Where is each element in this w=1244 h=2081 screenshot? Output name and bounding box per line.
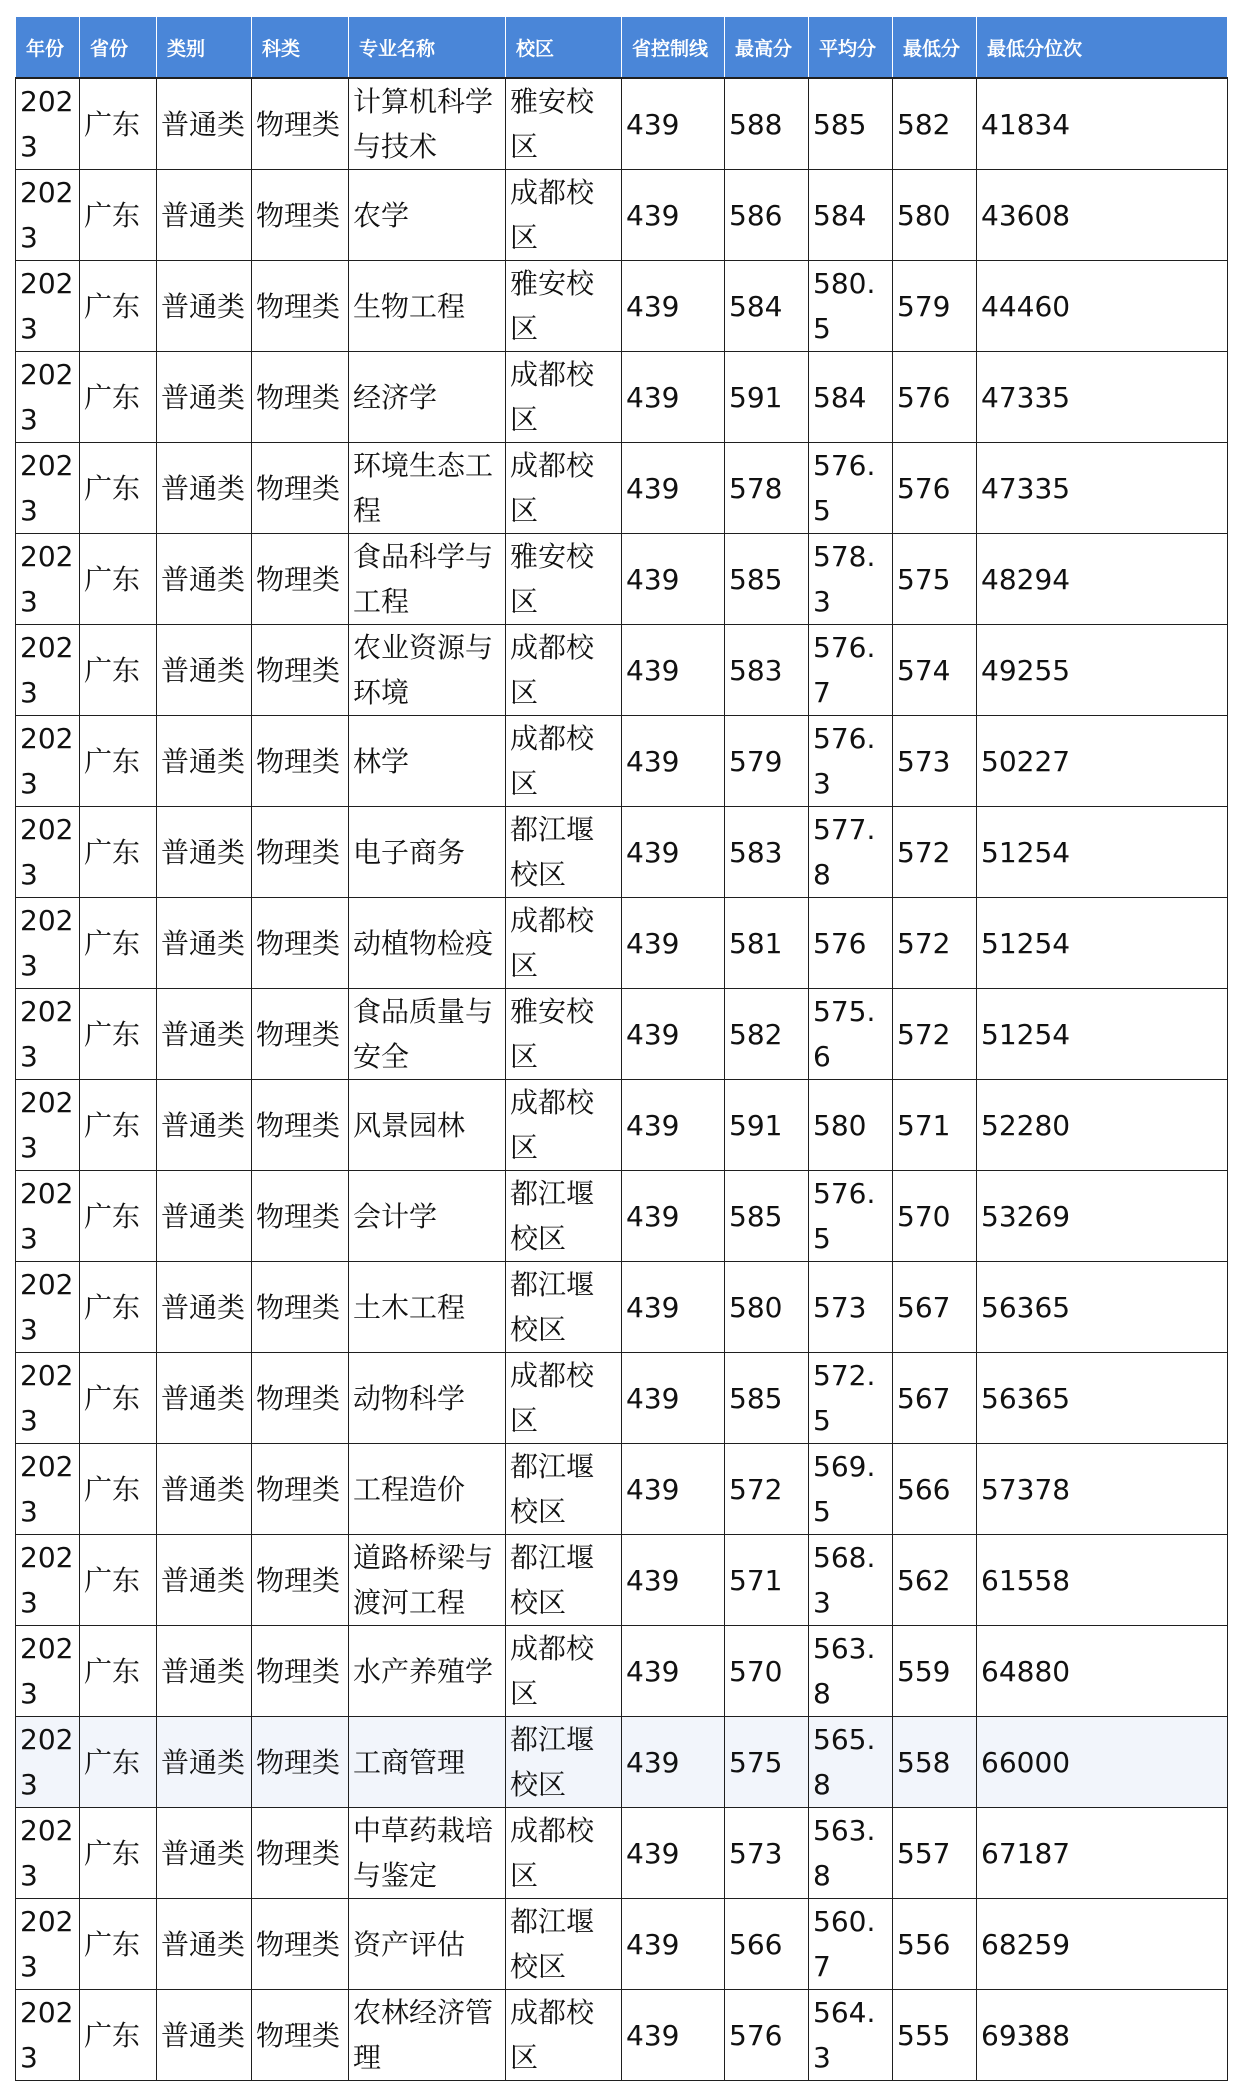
cell-campus: 都江堰校区 (506, 1717, 622, 1808)
cell-year: 2023 (16, 1535, 80, 1626)
cell-major-name: 资产评估 (349, 1899, 506, 1990)
table-row (16, 78, 1228, 170)
cell-major-name: 农林经济管理 (349, 1990, 506, 2081)
table-row (16, 443, 1228, 534)
cell-lowest-rank: 56365 (977, 1262, 1228, 1353)
table-row (16, 1353, 1228, 1444)
cell-campus: 都江堰校区 (506, 807, 622, 898)
cell-year: 2023 (16, 534, 80, 625)
cell-year: 2023 (16, 1808, 80, 1899)
cell-control-line: 439 (622, 1444, 725, 1535)
cell-major-name: 工商管理 (349, 1717, 506, 1808)
header-lowest-rank: 最低分位次 (977, 17, 1228, 79)
cell-category: 普通类 (157, 443, 252, 534)
cell-year: 2023 (16, 898, 80, 989)
cell-control-line: 439 (622, 534, 725, 625)
cell-average-score: 568.3 (809, 1535, 893, 1626)
cell-control-line: 439 (622, 1171, 725, 1262)
cell-subject-type: 物理类 (252, 716, 349, 807)
cell-control-line: 439 (622, 1262, 725, 1353)
cell-category: 普通类 (157, 1990, 252, 2081)
cell-category: 普通类 (157, 1080, 252, 1171)
cell-lowest-rank: 43608 (977, 170, 1228, 261)
cell-average-score: 576.7 (809, 625, 893, 716)
table-row (16, 1990, 1228, 2081)
table-row (16, 261, 1228, 352)
cell-campus: 成都校区 (506, 1990, 622, 2081)
table-row (16, 898, 1228, 989)
cell-highest-score: 583 (725, 807, 809, 898)
cell-major-name: 土木工程 (349, 1262, 506, 1353)
cell-average-score: 576 (809, 898, 893, 989)
cell-category: 普通类 (157, 898, 252, 989)
cell-category: 普通类 (157, 716, 252, 807)
cell-lowest-score: 567 (893, 1262, 977, 1353)
cell-highest-score: 591 (725, 352, 809, 443)
cell-subject-type: 物理类 (252, 443, 349, 534)
cell-year: 2023 (16, 1444, 80, 1535)
header-subject-type: 科类 (252, 17, 349, 79)
cell-major-name: 中草药栽培与鉴定 (349, 1808, 506, 1899)
header-average-score: 平均分 (809, 17, 893, 79)
header-category: 类别 (157, 17, 252, 79)
cell-subject-type: 物理类 (252, 807, 349, 898)
cell-lowest-rank: 67187 (977, 1808, 1228, 1899)
cell-category: 普通类 (157, 1808, 252, 1899)
cell-province: 广东 (80, 716, 157, 807)
cell-average-score: 576.5 (809, 1171, 893, 1262)
cell-campus: 都江堰校区 (506, 1535, 622, 1626)
table-row (16, 534, 1228, 625)
cell-subject-type: 物理类 (252, 1444, 349, 1535)
cell-control-line: 439 (622, 716, 725, 807)
header-lowest-score: 最低分 (893, 17, 977, 79)
cell-major-name: 林学 (349, 716, 506, 807)
cell-subject-type: 物理类 (252, 170, 349, 261)
table-row (16, 1171, 1228, 1262)
cell-category: 普通类 (157, 1626, 252, 1717)
cell-highest-score: 576 (725, 1990, 809, 2081)
cell-campus: 都江堰校区 (506, 1262, 622, 1353)
cell-campus: 雅安校区 (506, 989, 622, 1080)
cell-average-score: 584 (809, 352, 893, 443)
cell-campus: 都江堰校区 (506, 1171, 622, 1262)
cell-subject-type: 物理类 (252, 1080, 349, 1171)
cell-control-line: 439 (622, 78, 725, 170)
cell-lowest-score: 570 (893, 1171, 977, 1262)
cell-year: 2023 (16, 1899, 80, 1990)
cell-subject-type: 物理类 (252, 898, 349, 989)
cell-major-name: 环境生态工程 (349, 443, 506, 534)
cell-average-score: 564.3 (809, 1990, 893, 2081)
cell-lowest-score: 579 (893, 261, 977, 352)
cell-major-name: 生物工程 (349, 261, 506, 352)
cell-major-name: 会计学 (349, 1171, 506, 1262)
cell-year: 2023 (16, 261, 80, 352)
cell-highest-score: 570 (725, 1626, 809, 1717)
table-body (16, 78, 1228, 2081)
cell-campus: 成都校区 (506, 625, 622, 716)
cell-subject-type: 物理类 (252, 989, 349, 1080)
cell-lowest-score: 576 (893, 443, 977, 534)
cell-campus: 都江堰校区 (506, 1899, 622, 1990)
cell-highest-score: 591 (725, 1080, 809, 1171)
cell-province: 广东 (80, 1535, 157, 1626)
cell-category: 普通类 (157, 352, 252, 443)
cell-province: 广东 (80, 78, 157, 170)
cell-control-line: 439 (622, 1808, 725, 1899)
cell-average-score: 569.5 (809, 1444, 893, 1535)
header-row (16, 17, 1228, 79)
cell-lowest-rank: 57378 (977, 1444, 1228, 1535)
cell-year: 2023 (16, 625, 80, 716)
cell-category: 普通类 (157, 807, 252, 898)
cell-average-score: 572.5 (809, 1353, 893, 1444)
cell-category: 普通类 (157, 1262, 252, 1353)
cell-lowest-score: 562 (893, 1535, 977, 1626)
table-row (16, 1626, 1228, 1717)
cell-control-line: 439 (622, 261, 725, 352)
cell-province: 广东 (80, 1080, 157, 1171)
cell-year: 2023 (16, 1717, 80, 1808)
cell-average-score: 560.7 (809, 1899, 893, 1990)
header-major-name: 专业名称 (349, 17, 506, 79)
cell-lowest-score: 572 (893, 989, 977, 1080)
cell-highest-score: 575 (725, 1717, 809, 1808)
cell-lowest-score: 572 (893, 898, 977, 989)
cell-lowest-score: 572 (893, 807, 977, 898)
cell-campus: 成都校区 (506, 1808, 622, 1899)
cell-subject-type: 物理类 (252, 1717, 349, 1808)
cell-lowest-score: 573 (893, 716, 977, 807)
cell-control-line: 439 (622, 898, 725, 989)
cell-major-name: 动植物检疫 (349, 898, 506, 989)
cell-year: 2023 (16, 989, 80, 1080)
cell-control-line: 439 (622, 1990, 725, 2081)
cell-category: 普通类 (157, 261, 252, 352)
cell-average-score: 573 (809, 1262, 893, 1353)
table-row (16, 170, 1228, 261)
cell-lowest-score: 575 (893, 534, 977, 625)
cell-category: 普通类 (157, 1899, 252, 1990)
cell-campus: 雅安校区 (506, 534, 622, 625)
cell-category: 普通类 (157, 78, 252, 170)
cell-average-score: 575.6 (809, 989, 893, 1080)
cell-lowest-score: 558 (893, 1717, 977, 1808)
cell-average-score: 563.8 (809, 1626, 893, 1717)
cell-campus: 成都校区 (506, 352, 622, 443)
cell-province: 广东 (80, 1899, 157, 1990)
cell-highest-score: 571 (725, 1535, 809, 1626)
cell-major-name: 水产养殖学 (349, 1626, 506, 1717)
cell-highest-score: 573 (725, 1808, 809, 1899)
cell-campus: 成都校区 (506, 1626, 622, 1717)
table-row (16, 1080, 1228, 1171)
cell-subject-type: 物理类 (252, 78, 349, 170)
cell-average-score: 576.5 (809, 443, 893, 534)
cell-year: 2023 (16, 170, 80, 261)
admission-score-table (15, 16, 1228, 2081)
cell-lowest-score: 566 (893, 1444, 977, 1535)
cell-lowest-rank: 51254 (977, 807, 1228, 898)
cell-province: 广东 (80, 534, 157, 625)
cell-province: 广东 (80, 898, 157, 989)
cell-lowest-rank: 51254 (977, 898, 1228, 989)
cell-highest-score: 572 (725, 1444, 809, 1535)
cell-average-score: 580.5 (809, 261, 893, 352)
cell-lowest-score: 567 (893, 1353, 977, 1444)
table-row (16, 1262, 1228, 1353)
cell-highest-score: 578 (725, 443, 809, 534)
cell-province: 广东 (80, 625, 157, 716)
cell-average-score: 576.3 (809, 716, 893, 807)
table-row (16, 989, 1228, 1080)
cell-subject-type: 物理类 (252, 1535, 349, 1626)
cell-province: 广东 (80, 170, 157, 261)
cell-highest-score: 580 (725, 1262, 809, 1353)
cell-year: 2023 (16, 807, 80, 898)
cell-subject-type: 物理类 (252, 352, 349, 443)
cell-campus: 都江堰校区 (506, 1444, 622, 1535)
cell-campus: 成都校区 (506, 1353, 622, 1444)
cell-average-score: 578.3 (809, 534, 893, 625)
cell-major-name: 动物科学 (349, 1353, 506, 1444)
cell-province: 广东 (80, 807, 157, 898)
cell-average-score: 580 (809, 1080, 893, 1171)
cell-lowest-rank: 41834 (977, 78, 1228, 170)
table-header (16, 17, 1228, 79)
cell-average-score: 577.8 (809, 807, 893, 898)
table-row (16, 1535, 1228, 1626)
cell-province: 广东 (80, 989, 157, 1080)
cell-lowest-rank: 64880 (977, 1626, 1228, 1717)
cell-province: 广东 (80, 1717, 157, 1808)
cell-lowest-score: 555 (893, 1990, 977, 2081)
cell-subject-type: 物理类 (252, 1899, 349, 1990)
cell-subject-type: 物理类 (252, 1262, 349, 1353)
cell-major-name: 经济学 (349, 352, 506, 443)
cell-major-name: 风景园林 (349, 1080, 506, 1171)
cell-average-score: 563.8 (809, 1808, 893, 1899)
cell-control-line: 439 (622, 443, 725, 534)
cell-subject-type: 物理类 (252, 1626, 349, 1717)
cell-control-line: 439 (622, 1535, 725, 1626)
table-row (16, 1808, 1228, 1899)
cell-lowest-rank: 49255 (977, 625, 1228, 716)
header-highest-score: 最高分 (725, 17, 809, 79)
cell-subject-type: 物理类 (252, 534, 349, 625)
cell-province: 广东 (80, 261, 157, 352)
cell-lowest-score: 580 (893, 170, 977, 261)
cell-year: 2023 (16, 1353, 80, 1444)
cell-average-score: 565.8 (809, 1717, 893, 1808)
cell-campus: 雅安校区 (506, 261, 622, 352)
cell-control-line: 439 (622, 352, 725, 443)
cell-category: 普通类 (157, 1535, 252, 1626)
cell-major-name: 食品质量与安全 (349, 989, 506, 1080)
cell-control-line: 439 (622, 989, 725, 1080)
cell-campus: 成都校区 (506, 170, 622, 261)
cell-highest-score: 566 (725, 1899, 809, 1990)
cell-control-line: 439 (622, 1899, 725, 1990)
cell-control-line: 439 (622, 1626, 725, 1717)
cell-province: 广东 (80, 1171, 157, 1262)
table-row (16, 1899, 1228, 1990)
cell-major-name: 农业资源与环境 (349, 625, 506, 716)
cell-highest-score: 585 (725, 1353, 809, 1444)
cell-province: 广东 (80, 443, 157, 534)
cell-category: 普通类 (157, 625, 252, 716)
cell-province: 广东 (80, 1990, 157, 2081)
cell-lowest-rank: 44460 (977, 261, 1228, 352)
cell-major-name: 农学 (349, 170, 506, 261)
table-row (16, 807, 1228, 898)
cell-highest-score: 588 (725, 78, 809, 170)
cell-province: 广东 (80, 352, 157, 443)
cell-campus: 成都校区 (506, 1080, 622, 1171)
cell-highest-score: 579 (725, 716, 809, 807)
cell-category: 普通类 (157, 170, 252, 261)
cell-year: 2023 (16, 1990, 80, 2081)
cell-major-name: 道路桥梁与渡河工程 (349, 1535, 506, 1626)
cell-subject-type: 物理类 (252, 1353, 349, 1444)
cell-province: 广东 (80, 1444, 157, 1535)
cell-major-name: 电子商务 (349, 807, 506, 898)
header-province: 省份 (80, 17, 157, 79)
cell-province: 广东 (80, 1353, 157, 1444)
cell-average-score: 585 (809, 78, 893, 170)
cell-category: 普通类 (157, 1171, 252, 1262)
header-control-line: 省控制线 (622, 17, 725, 79)
cell-control-line: 439 (622, 1353, 725, 1444)
cell-lowest-rank: 69388 (977, 1990, 1228, 2081)
cell-highest-score: 581 (725, 898, 809, 989)
cell-lowest-rank: 47335 (977, 443, 1228, 534)
cell-lowest-rank: 53269 (977, 1171, 1228, 1262)
cell-subject-type: 物理类 (252, 1808, 349, 1899)
cell-lowest-rank: 66000 (977, 1717, 1228, 1808)
cell-campus: 成都校区 (506, 898, 622, 989)
cell-province: 广东 (80, 1626, 157, 1717)
cell-year: 2023 (16, 1262, 80, 1353)
table-row (16, 1444, 1228, 1535)
cell-subject-type: 物理类 (252, 261, 349, 352)
cell-lowest-score: 556 (893, 1899, 977, 1990)
cell-year: 2023 (16, 78, 80, 170)
cell-lowest-score: 559 (893, 1626, 977, 1717)
cell-lowest-rank: 52280 (977, 1080, 1228, 1171)
cell-highest-score: 585 (725, 534, 809, 625)
cell-category: 普通类 (157, 989, 252, 1080)
cell-lowest-score: 582 (893, 78, 977, 170)
cell-campus: 雅安校区 (506, 78, 622, 170)
table-row (16, 352, 1228, 443)
cell-year: 2023 (16, 1080, 80, 1171)
cell-highest-score: 583 (725, 625, 809, 716)
cell-campus: 成都校区 (506, 716, 622, 807)
cell-lowest-rank: 47335 (977, 352, 1228, 443)
cell-subject-type: 物理类 (252, 1990, 349, 2081)
cell-campus: 成都校区 (506, 443, 622, 534)
cell-year: 2023 (16, 1171, 80, 1262)
cell-control-line: 439 (622, 170, 725, 261)
cell-lowest-rank: 68259 (977, 1899, 1228, 1990)
header-campus: 校区 (506, 17, 622, 79)
cell-control-line: 439 (622, 1080, 725, 1171)
cell-lowest-score: 574 (893, 625, 977, 716)
cell-subject-type: 物理类 (252, 625, 349, 716)
cell-lowest-score: 576 (893, 352, 977, 443)
cell-highest-score: 584 (725, 261, 809, 352)
cell-average-score: 584 (809, 170, 893, 261)
cell-subject-type: 物理类 (252, 1171, 349, 1262)
cell-year: 2023 (16, 352, 80, 443)
cell-lowest-rank: 51254 (977, 989, 1228, 1080)
cell-year: 2023 (16, 716, 80, 807)
cell-control-line: 439 (622, 807, 725, 898)
cell-highest-score: 586 (725, 170, 809, 261)
cell-major-name: 食品科学与工程 (349, 534, 506, 625)
cell-category: 普通类 (157, 1353, 252, 1444)
cell-control-line: 439 (622, 1717, 725, 1808)
cell-highest-score: 585 (725, 1171, 809, 1262)
cell-lowest-rank: 56365 (977, 1353, 1228, 1444)
cell-year: 2023 (16, 1626, 80, 1717)
table-row (16, 1717, 1228, 1808)
cell-lowest-rank: 50227 (977, 716, 1228, 807)
cell-category: 普通类 (157, 1444, 252, 1535)
cell-lowest-score: 557 (893, 1808, 977, 1899)
cell-major-name: 计算机科学与技术 (349, 78, 506, 170)
table-row (16, 716, 1228, 807)
cell-year: 2023 (16, 443, 80, 534)
cell-category: 普通类 (157, 534, 252, 625)
cell-lowest-rank: 61558 (977, 1535, 1228, 1626)
cell-major-name: 工程造价 (349, 1444, 506, 1535)
cell-highest-score: 582 (725, 989, 809, 1080)
cell-category: 普通类 (157, 1717, 252, 1808)
cell-lowest-score: 571 (893, 1080, 977, 1171)
cell-province: 广东 (80, 1808, 157, 1899)
table-row (16, 625, 1228, 716)
cell-control-line: 439 (622, 625, 725, 716)
cell-lowest-rank: 48294 (977, 534, 1228, 625)
cell-province: 广东 (80, 1262, 157, 1353)
header-year: 年份 (16, 17, 80, 79)
